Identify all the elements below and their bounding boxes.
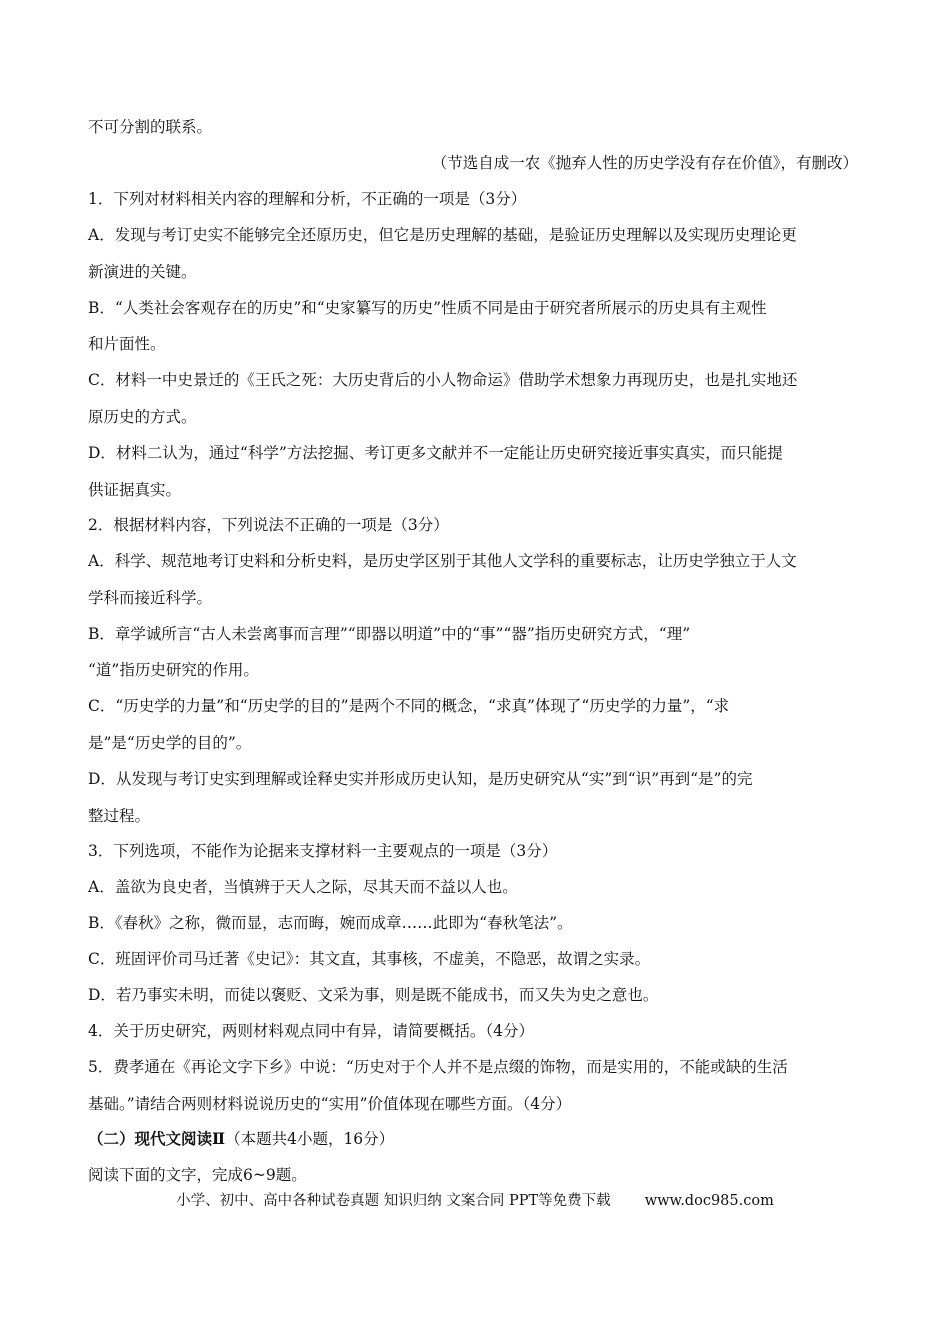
- section-instruction: 阅读下面的文字，完成6~9题。: [88, 1166, 307, 1184]
- q2-option-d-cont: 整过程。: [88, 807, 151, 825]
- q1-option-b: B．“人类社会客观存在的历史”和“史家纂写的历史”性质不同是由于研究者所展示的历史具有主观性: [88, 299, 767, 317]
- section-heading: [88, 1128, 858, 1150]
- q3-option-a: A．盖欲为良史者，当慎辨于天人之际，尽其天而不益以人也。: [88, 878, 518, 896]
- q2-option-c: C．“历史学的力量”和“历史学的目的”是两个不同的概念，“求真”体现了“历史学的力量”，“求: [88, 697, 730, 715]
- footer-text: 小学、初中、高中各种试卷真题 知识归纳 文案合同 PPT等免费下载: [176, 1193, 611, 1209]
- q2-option-a: A．科学、规范地考订史料和分析史料，是历史学区别于其他人文学科的重要标志，让历史学独立于人文: [88, 552, 797, 570]
- q2-option-b-cont: “道”指历史研究的作用。: [88, 661, 259, 679]
- q2-option-d: D．从发现与考订史实到理解或诠释史实并形成历史认知，是历史研究从“实”到“识”再到“是”的完: [88, 770, 753, 788]
- q2-option-c-cont: 是”是“历史学的目的”。: [88, 734, 252, 752]
- q2-option-b: B．章学诚所言“古人未尝离事而言理”“即器以明道”中的“事”“器”指历史研究方式，“理”: [88, 625, 691, 643]
- question-3-stem: 3．下列选项，不能作为论据来支撑材料一主要观点的一项是（3分）: [88, 842, 558, 860]
- question-2-stem: 2．根据材料内容，下列说法不正确的一项是（3分）: [88, 516, 449, 534]
- q3-option-d: D．若乃事实未明，而徒以褒贬、文采为事，则是既不能成书，而又失为史之意也。: [88, 986, 659, 1004]
- section-title: （二）现代文阅读Ⅱ: [88, 1129, 226, 1148]
- question-1-stem: 1．下列对材料相关内容的理解和分析，不正确的一项是（3分）: [88, 190, 527, 208]
- q1-option-a-cont: 新演进的关键。: [88, 263, 197, 281]
- q2-option-a-cont: 学科而接近科学。: [88, 589, 213, 607]
- question-5-stem: 5．费孝通在《再论文字下乡》中说：“历史对于个人并不是点缀的饰物，而是实用的，不能或缺的生活: [88, 1058, 788, 1076]
- q1-option-a: A．发现与考订史实不能够完全还原历史，但它是历史理解的基础，是验证历史理解以及实现历史理论更: [88, 226, 797, 244]
- source-note: （节选自成一农《抛弃人性的历史学没有存在价值》，有删改）: [431, 154, 858, 172]
- passage-tail: 不可分割的联系。: [88, 118, 213, 136]
- section-meta: （本题共4小题，16分）: [225, 1130, 395, 1148]
- q1-option-c: C．材料一中史景迁的《王氏之死：大历史背后的小人物命运》借助学术想象力再现历史，也是扎实地还: [88, 371, 798, 389]
- q1-option-d-cont: 供证据真实。: [88, 481, 182, 499]
- q1-option-b-cont: 和片面性。: [88, 335, 166, 353]
- question-4-stem: 4．关于历史研究，两则材料观点同中有异，请简要概括。（4分）: [88, 1022, 534, 1040]
- q1-option-d: D．材料二认为，通过“科学”方法挖掘、考订更多文献并不一定能让历史研究接近事实真实，而只能提: [88, 444, 783, 462]
- q1-option-c-cont: 原历史的方式。: [88, 408, 197, 426]
- page-footer: [0, 1190, 950, 1212]
- q3-option-b: B．《春秋》之称，微而显，志而晦，婉而成章……此即为“春秋笔法”。: [88, 914, 573, 932]
- question-5-stem-cont: 基础。”请结合两则材料说说历史的“实用”价值体现在哪些方面。（4分）: [88, 1095, 572, 1113]
- footer-url[interactable]: www.doc985.com: [644, 1193, 774, 1209]
- q3-option-c: C．班固评价司马迁著《史记》：其文直，其事核，不虚美，不隐恶，故谓之实录。: [88, 950, 651, 968]
